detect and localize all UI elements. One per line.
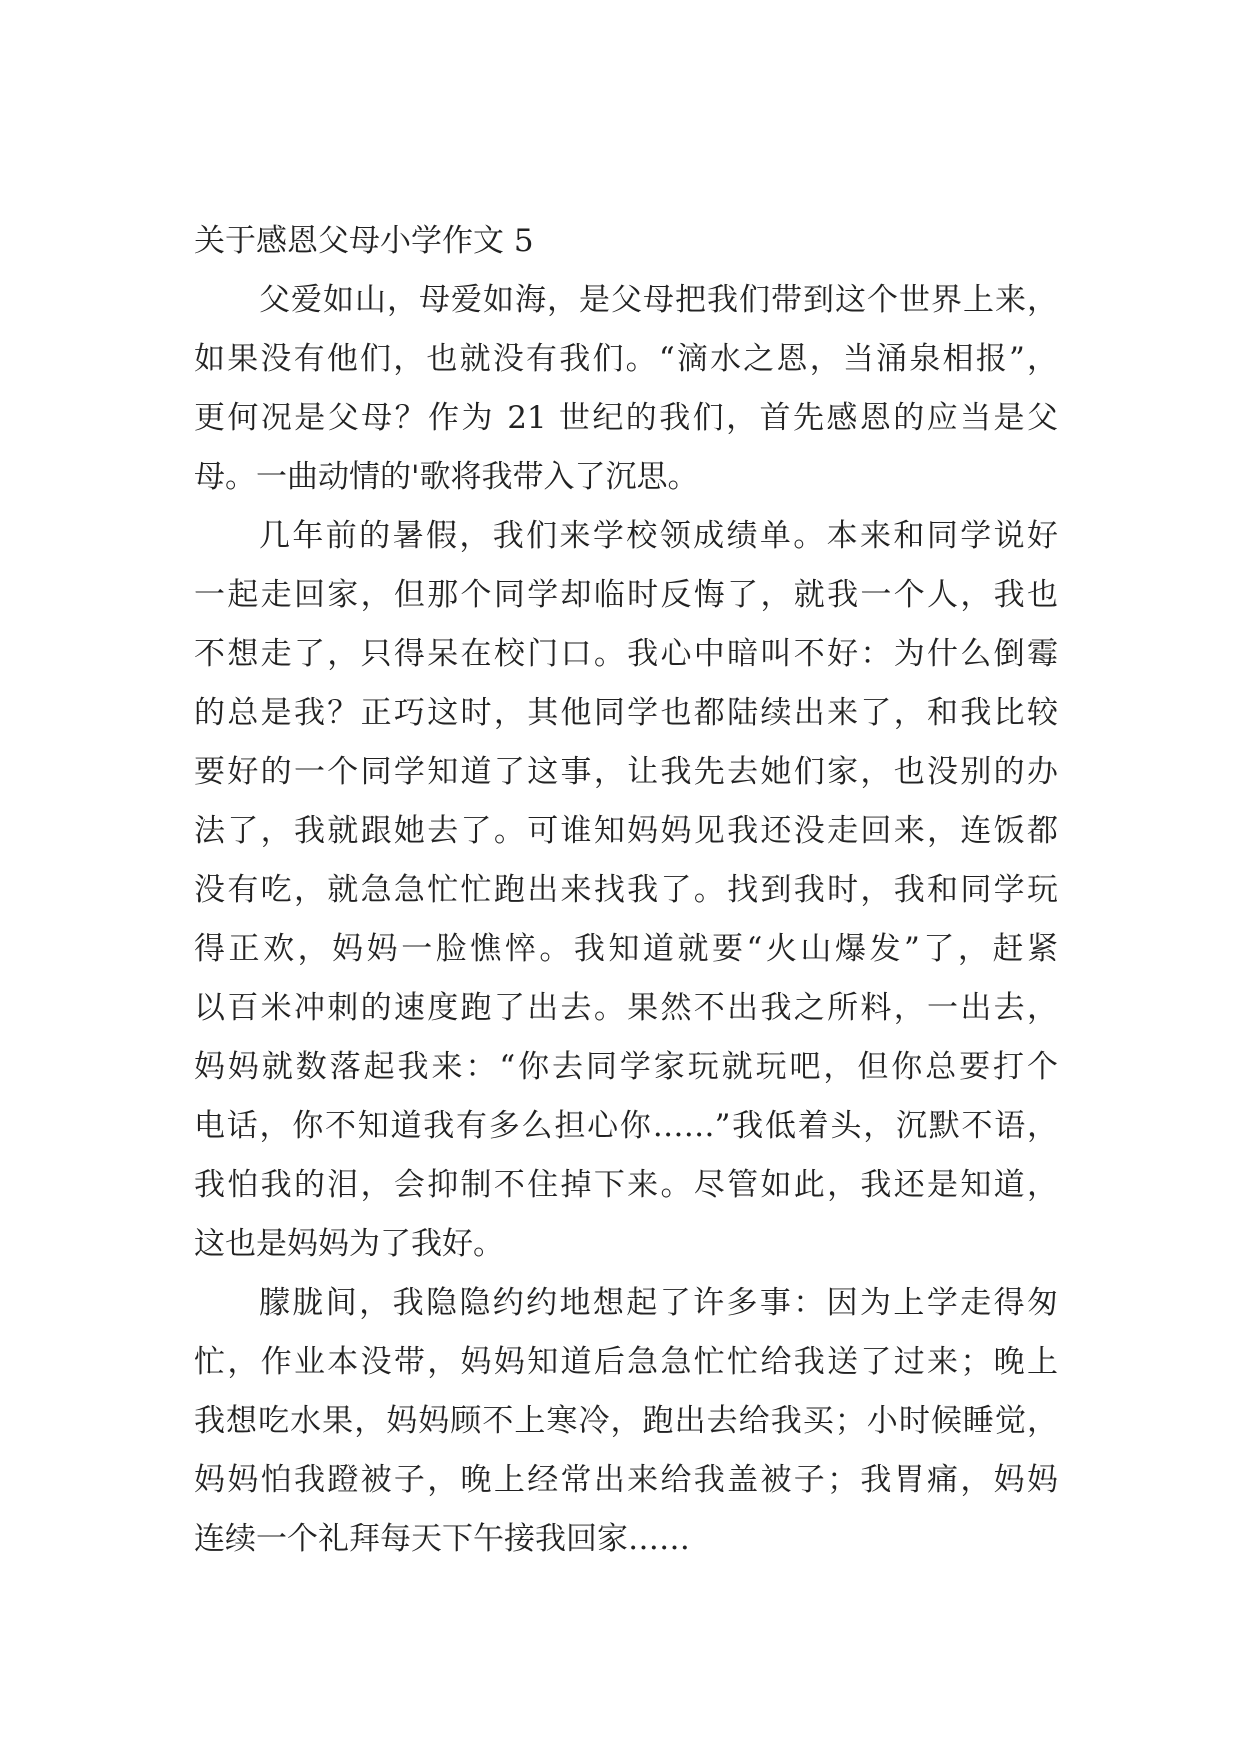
paragraph-line: 得正欢，妈妈一脸憔悴。我知道就要“火山爆发”了，赶紧 xyxy=(194,931,1058,967)
paragraph-line: 父爱如山，母爱如海，是父母把我们带到这个世界上来， xyxy=(259,282,1058,318)
paragraph-line: 更何况是父母？作为 21 世纪的我们，首先感恩的应当是父 xyxy=(194,400,1058,436)
paragraph-line: 这也是妈妈为了我好。 xyxy=(194,1226,504,1262)
paragraph-line: 我想吃水果，妈妈顾不上寒冷，跑出去给我买；小时候睡觉， xyxy=(194,1403,1058,1439)
paragraph-line: 朦胧间，我隐隐约约地想起了许多事：因为上学走得匆 xyxy=(259,1285,1058,1321)
paragraph-line: 没有吃，就急急忙忙跑出来找我了。找到我时，我和同学玩 xyxy=(194,872,1058,908)
document-title: 关于感恩父母小学作文 5 xyxy=(194,223,534,259)
paragraph-line: 法了，我就跟她去了。可谁知妈妈见我还没走回来，连饭都 xyxy=(194,813,1058,849)
paragraph xyxy=(194,271,1058,507)
paragraph-line: 如果没有他们，也就没有我们。“滴水之恩，当涌泉相报”， xyxy=(194,341,1058,377)
paragraph-line: 要好的一个同学知道了这事，让我先去她们家，也没别的办 xyxy=(194,754,1058,790)
paragraph-line: 妈妈怕我蹬被子，晚上经常出来给我盖被子；我胃痛，妈妈 xyxy=(194,1462,1058,1498)
paragraph-line: 连续一个礼拜每天下午接我回家…… xyxy=(194,1521,690,1557)
paragraph-line: 忙，作业本没带，妈妈知道后急急忙忙给我送了过来；晚上 xyxy=(194,1344,1058,1380)
paragraph xyxy=(194,1274,1058,1569)
paragraph xyxy=(194,507,1058,1274)
paragraph-line: 的总是我？正巧这时，其他同学也都陆续出来了，和我比较 xyxy=(194,695,1058,731)
paragraph-line: 几年前的暑假，我们来学校领成绩单。本来和同学说好 xyxy=(259,518,1058,554)
paragraph-line: 一起走回家，但那个同学却临时反悔了，就我一个人，我也 xyxy=(194,577,1058,613)
paragraph-line: 以百米冲刺的速度跑了出去。果然不出我之所料，一出去， xyxy=(194,990,1058,1026)
paragraph-line: 母。一曲动情的'歌将我带入了沉思。 xyxy=(194,459,699,495)
paragraph-line: 电话，你不知道我有多么担心你……”我低着头，沉默不语， xyxy=(194,1108,1058,1144)
document-body xyxy=(194,212,1058,1569)
paragraph-line: 妈妈就数落起我来：“你去同学家玩就玩吧，但你总要打个 xyxy=(194,1049,1058,1085)
paragraph-line: 我怕我的泪，会抑制不住掉下来。尽管如此，我还是知道， xyxy=(194,1167,1058,1203)
paragraph-line: 不想走了，只得呆在校门口。我心中暗叫不好：为什么倒霉 xyxy=(194,636,1058,672)
